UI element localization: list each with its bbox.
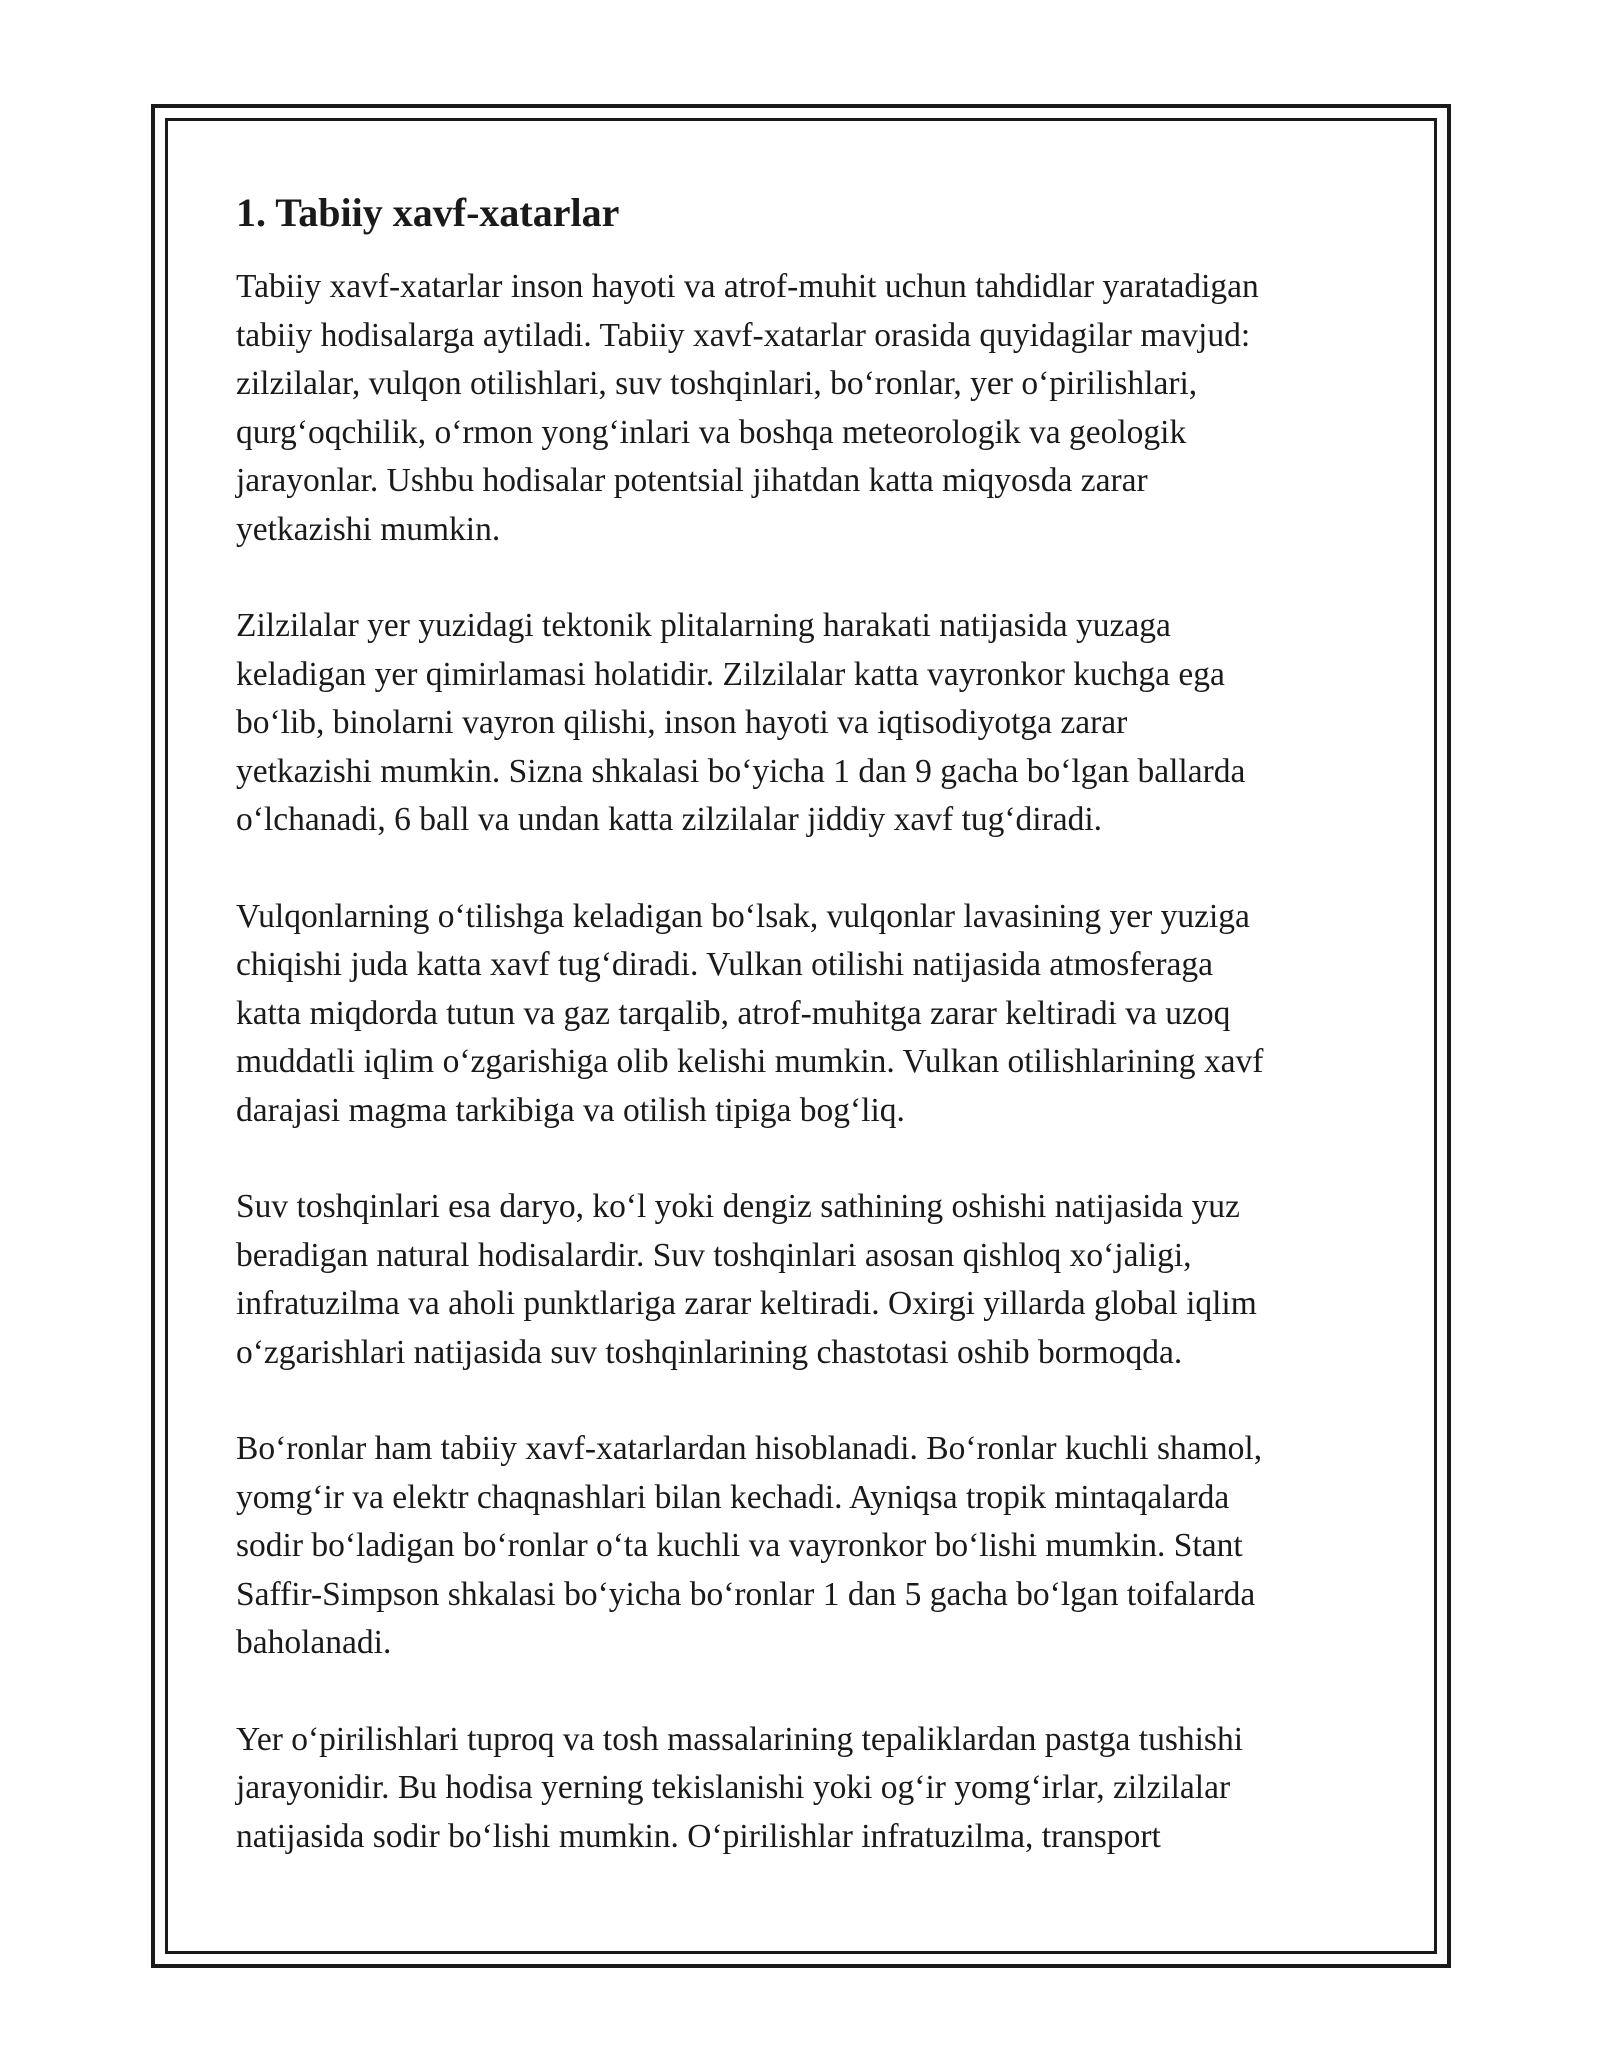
paragraph-floods: Suv toshqinlari esa daryo, ko‘l yoki dengiz sathining oshishi natijasida yuz beradigan natural hodisalardir. Suv toshqinlari asosan qishloq xo‘jaligi, infratuzilma va aholi punktlariga zarar keltiradi. Oxirgi yillarda global iqlim o‘zgarishlari natijasida suv toshqinlarining chastotasi oshib bormoqda. <box>236 1188 1257 1371</box>
document-body <box>236 187 1376 1909</box>
paragraph-earthquakes: Zilzilalar yer yuzidagi tektonik plitalarning harakati natijasida yuzaga keladigan yer qimirlamasi holatidir. Zilzilalar katta vayronkor kuchga ega bo‘lib, binolarni vayron qilishi, inson hayoti va iqtisodiyotga zarar yetkazishi mumkin. Sizna shkalasi bo‘yicha 1 dan 9 gacha bo‘lgan ballarda o‘lchanadi, 6 ball va undan katta zilzilalar jiddiy xavf tug‘diradi. <box>236 607 1246 838</box>
section-heading: 1. Tabiiy xavf-xatarlar <box>236 190 620 235</box>
paragraph-natural-hazards-intro: Tabiiy xavf-xatarlar inson hayoti va atrof-muhit uchun tahdidlar yaratadigan tabiiy hodisalarga aytiladi. Tabiiy xavf-xatarlar orasida quyidagilar mavjud: zilzilalar, vulqon otilishlari, suv toshqinlari, bo‘ronlar, yer o‘pirilishlari, qurg‘oqchilik, o‘rmon yong‘inlari va boshqa meteorologik va geologik jarayonlar. Ushbu hodisalar potentsial jihatdan katta miqyosda zarar yetkazishi mumkin. <box>236 268 1259 548</box>
paragraph-storms: Bo‘ronlar ham tabiiy xavf-xatarlardan hisoblanadi. Bo‘ronlar kuchli shamol, yomg‘ir va elektr chaqnashlari bilan kechadi. Ayniqsa tropik mintaqalarda sodir bo‘ladigan bo‘ronlar o‘ta kuchli va vayronkor bo‘lishi mumkin. Stant Saffir-Simpson shkalasi bo‘yicha bo‘ronlar 1 dan 5 gacha bo‘lgan toifalarda baholanadi. <box>236 1430 1263 1661</box>
paragraph-volcanoes: Vulqonlarning o‘tilishga keladigan bo‘lsak, vulqonlar lavasining yer yuziga chiqishi juda katta xavf tug‘diradi. Vulkan otilishi natijasida atmosferaga katta miqdorda tutun va gaz tarqalib, atrof-muhitga zarar keltiradi va uzoq muddatli iqlim o‘zgarishiga olib kelishi mumkin. Vulkan otilishlarining xavf darajasi magma tarkibiga va otilish tipiga bog‘liq. <box>236 897 1264 1129</box>
paragraph-landslides: Yer o‘pirilishlari tuproq va tosh massalarining tepaliklardan pastga tushishi jarayonidir. Bu hodisa yerning tekislanishi yoki og‘ir yomg‘irlar, zilzilalar natijasida sodir bo‘lishi mumkin. O‘pirilishlar infratuzilma, transport <box>236 1720 1244 1855</box>
